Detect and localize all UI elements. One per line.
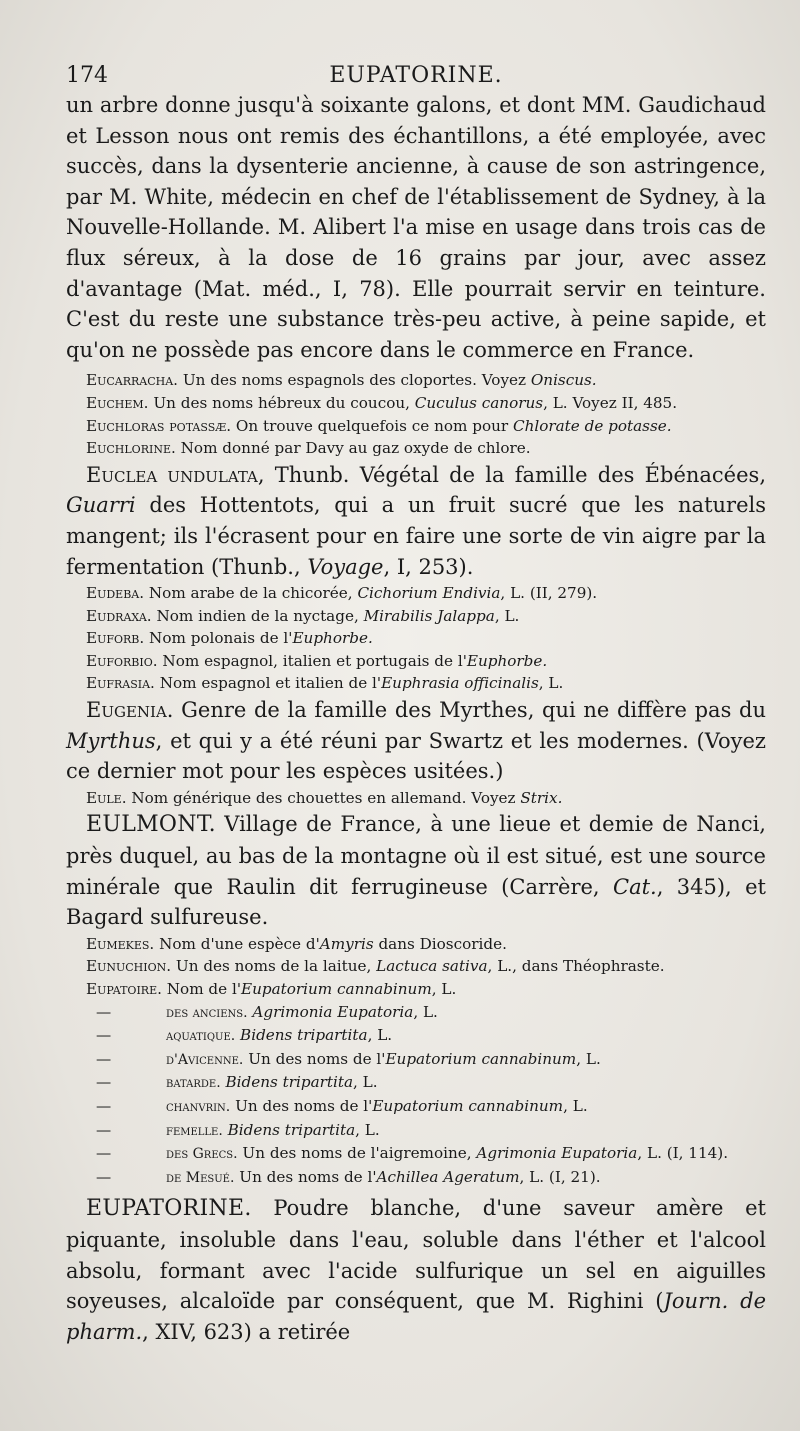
subentry: — des anciens. Agrimonia Eupatoria, L. (96, 1002, 438, 1021)
entry-euchlorine: Euchlorine. Nom donné par Davy au gaz oxyde de chlore. (86, 439, 531, 458)
entry-eulmont: EULMONT. Village de France, à une lieue et demie de Nanci, près duquel, au bas de la montagne où il est situé, est une source minérale que Raulin dit ferrugineuse (Carrère, Cat., 345), et Bagard sulfureuse. (66, 812, 766, 930)
eupatoire-subentries (66, 1001, 766, 1190)
entry-eugenia: Eugenia. Genre de la famille des Myrthes, qui ne diffère pas du Myrthus, et qui y a été réuni par Swartz et les modernes. (Voyez ce dernier mot pour les espèces usitées.) (66, 698, 766, 784)
page-header (66, 62, 766, 90)
entry-euchloras: Euchloras potassæ. On trouve quelquefois ce nom pour Chlorate de potasse. (86, 416, 672, 435)
subentry: — d'Avicenne. Un des noms de l'Eupatorium cannabinum, L. (96, 1049, 601, 1068)
subentry: — des Grecs. Un des noms de l'aigremoine, Agrimonia Eupatoria, L. (I, 114). (96, 1144, 729, 1163)
paragraph-continuation: un arbre donne jusqu'à soixante galons, et dont MM. Gaudichaud et Lesson nous ont remis des échantillons, a été employée, avec succès, dans la dysenterie ancienne, à cause de son astringence, par M. White, médecin en chef de l'établissement de Sydney, à la Nouvelle-Hollande. M. Alibert l'a mise en usage dans trois cas de flux séreux, à la dose de 16 grains par jour, avec assez d'avantage (Mat. méd., I, 78). Elle pourrait servir en teinture. C'est du reste une substance très-peu active, à peine sapide, et qu'on ne possède pas encore dans le commerce en France. (66, 93, 766, 362)
entry-eucarracha: Eucarracha. Un des noms espagnols des cloportes. Voyez Oniscus. (86, 371, 597, 390)
running-title: EUPATORINE. (329, 63, 503, 88)
entry-eumekes: Eumekes. Nom d'une espèce d'Amyris dans Dioscoride. (86, 934, 507, 953)
entry-eunuchion: Eunuchion. Un des noms de la laitue, Lactuca sativa, L., dans Théophraste. (86, 957, 665, 976)
subentry: — chanvrin. Un des noms de l'Eupatorium cannabinum, L. (96, 1096, 588, 1115)
entry-euforb: Euforb. Nom polonais de l'Euphorbe. (86, 629, 373, 648)
entry-euchem: Euchem. Un des noms hébreux du coucou, Cuculus canorus, L. Voyez II, 485. (86, 393, 678, 412)
subentry: — femelle. Bidens tripartita, L. (96, 1120, 380, 1139)
entry-eufrasia: Eufrasia. Nom espagnol et italien de l'Euphrasia officinalis, L. (86, 674, 564, 693)
subentry: — aquatique. Bidens tripartita, L. (96, 1026, 393, 1045)
entry-euclea: Euclea undulata, Thunb. Végétal de la famille des Ébénacées, Guarri des Hottentots, qui a un fruit sucré que les naturels mangent; ils l'écrasent pour en faire une sorte de vin aigre par la fermentation (Thunb., Voyage, I, 253). (66, 462, 766, 579)
subentry: — de Mesué. Un des noms de l'Achillea Ageratum, L. (I, 21). (96, 1167, 601, 1186)
entry-eudraxa: Eudraxa. Nom indien de la nyctage, Mirabilis Jalappa, L. (86, 606, 520, 625)
subentry: — batarde. Bidens tripartita, L. (96, 1073, 378, 1092)
page-number: 174 (66, 63, 108, 88)
entry-eudeba: Eudeba. Nom arabe de la chicorée, Cichorium Endivia, L. (II, 279). (86, 584, 598, 603)
entry-eupatoire: Eupatoire. Nom de l'Eupatorium cannabinum, L. (86, 980, 457, 998)
entry-euforbio: Euforbio. Nom espagnol, italien et portugais de l'Euphorbe. (86, 651, 548, 670)
entry-eule: Eule. Nom générique des chouettes en allemand. Voyez Strix. (86, 788, 563, 807)
entry-eupatorine: EUPATORINE. Poudre blanche, d'une saveur amère et piquante, insoluble dans l'eau, soluble dans l'éther et l'alcool absolu, formant avec l'acide sulfurique un sel en aiguilles soyeuses, alcaloïde par conséquent, que M. Righini (Journ. de pharm., XIV, 623) a retirée (66, 1196, 766, 1344)
